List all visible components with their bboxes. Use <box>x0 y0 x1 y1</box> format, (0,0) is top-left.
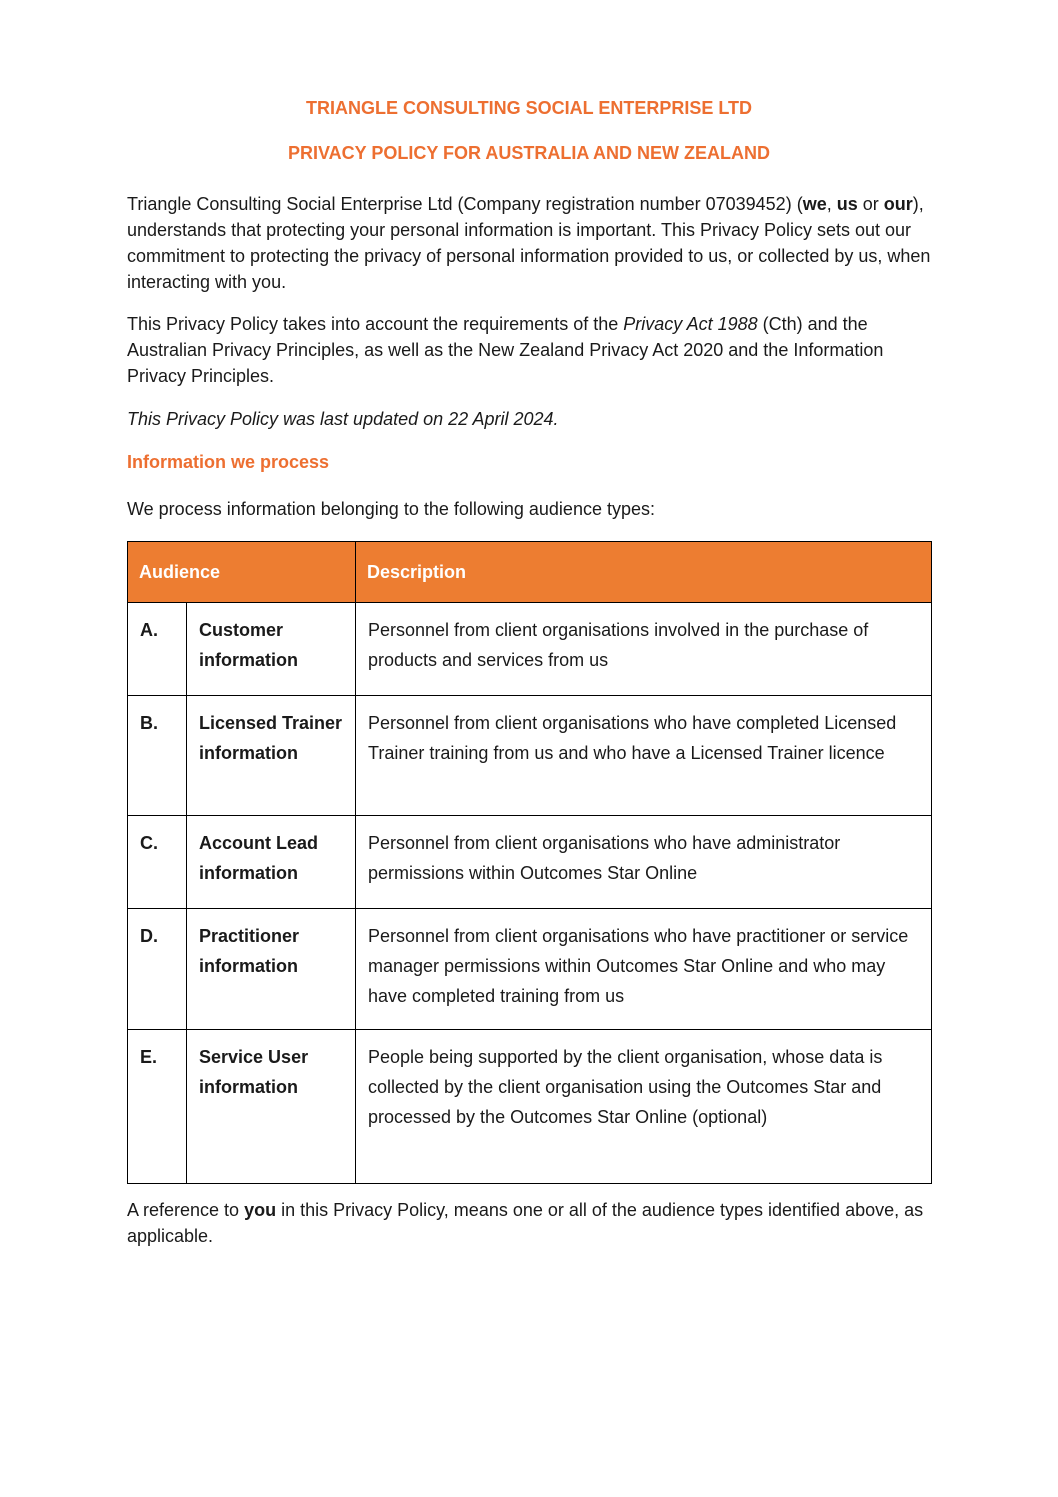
table-row <box>128 696 932 816</box>
row-letter: A. <box>128 603 187 696</box>
table-row <box>128 603 932 696</box>
term-us: us <box>836 194 858 214</box>
row-label: Account Lead information <box>187 816 356 909</box>
column-header-description: Description <box>356 542 932 603</box>
row-letter: D. <box>128 909 187 1030</box>
column-header-audience: Audience <box>128 542 356 603</box>
row-description: Personnel from client organisations who have administrator permissions within Outcomes Star Online <box>356 816 932 909</box>
row-description: Personnel from client organisations who have practitioner or service manager permissions within Outcomes Star Online and who may have completed training from us <box>356 909 932 1030</box>
term-we: we <box>802 194 827 214</box>
intro-paragraph-1-text: Triangle Consulting Social Enterprise Ltd (Company registration number 07039452) ( <box>127 194 803 214</box>
term-you: you <box>244 1200 277 1220</box>
table-row <box>128 1030 932 1184</box>
document-content <box>0 97 1058 1249</box>
row-label: Service User information <box>187 1030 356 1184</box>
row-letter: E. <box>128 1030 187 1184</box>
row-letter: C. <box>128 816 187 909</box>
last-updated-note: This Privacy Policy was last updated on 22 April 2024. <box>127 409 559 429</box>
audience-table <box>127 541 932 1184</box>
intro-paragraph-1: Triangle Consulting Social Enterprise Ltd (Company registration number 07039452) (we, us or our), understands that protecting your personal information is important. This Privacy Policy sets out our commitment to protecting the privacy of personal information provided to us, or collected by us, when interacting with you. <box>127 194 931 292</box>
row-label: Licensed Trainer information <box>187 696 356 816</box>
closing-paragraph: A reference to you in this Privacy Policy, means one or all of the audience types identified above, as applicable. <box>127 1200 924 1246</box>
row-label: Customer information <box>187 603 356 696</box>
table-row <box>128 909 932 1030</box>
row-description: Personnel from client organisations involved in the purchase of products and services from us <box>356 603 932 696</box>
table-row <box>128 816 932 909</box>
row-description: Personnel from client organisations who have completed Licensed Trainer training from us and who have a Licensed Trainer licence <box>356 696 932 816</box>
privacy-act-reference: Privacy Act 1988 <box>623 314 758 334</box>
row-label: Practitioner information <box>187 909 356 1030</box>
row-description: People being supported by the client organisation, whose data is collected by the client organisation using the Outcomes Star and processed by the Outcomes Star Online (optional) <box>356 1030 932 1184</box>
table-header-row <box>128 542 932 603</box>
row-letter: B. <box>128 696 187 816</box>
policy-title: PRIVACY POLICY FOR AUSTRALIA AND NEW ZEALAND <box>287 143 770 163</box>
intro-paragraph-2: This Privacy Policy takes into account the requirements of the Privacy Act 1988 (Cth) and the Australian Privacy Principles, as well as the New Zealand Privacy Act 2020 and the Information Privacy Principles. <box>127 314 884 386</box>
term-our: our <box>883 194 913 214</box>
section-heading-information-we-process: Information we process <box>127 452 330 472</box>
audience-lead-paragraph: We process information belonging to the following audience types: <box>127 499 655 519</box>
company-title: TRIANGLE CONSULTING SOCIAL ENTERPRISE LTD <box>305 98 752 118</box>
